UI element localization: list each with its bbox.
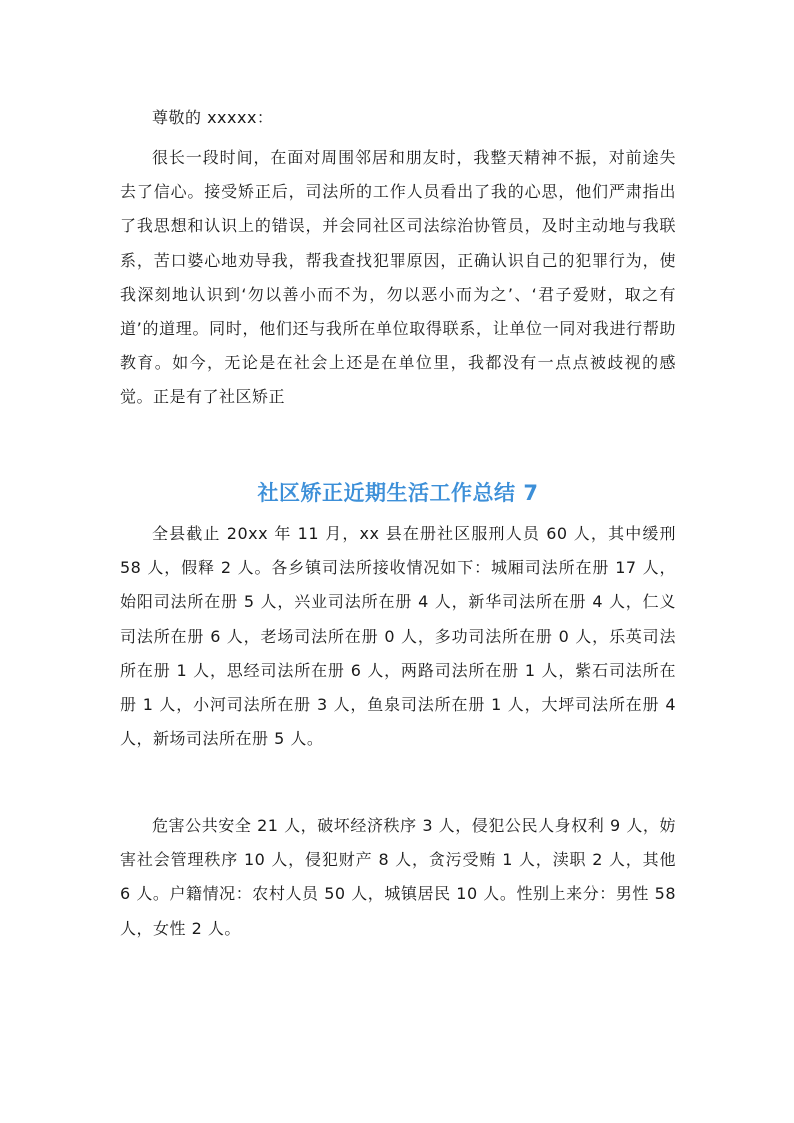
intro-paragraph: 很长一段时间，在面对周围邻居和朋友时，我整天精神不振，对前途失去了信心。接受矫正后，司法所的工作人员看出了我的心思，他们严肃指出了我思想和认识上的错误，并会同社区司法综治协管员，及时主动地与我联系，苦口婆心地劝导我，帮我查找犯罪原因，正确认识自己的犯罪行为，使我深刻地认识到‘勿以善小而不为，勿以恶小而为之’、‘君子爱财，取之有道’的道理。同时，他们还与我所在单位取得联系，让单位一同对我进行帮助教育。如今，无论是在社会上还是在单位里，我都没有一点点被歧视的感觉。正是有了社区矫正: [120, 148, 676, 407]
crimes-paragraph: 危害公共安全 21 人，破坏经济秩序 3 人，侵犯公民人身权利 9 人，妨害社会管理秩序 10 人，侵犯财产 8 人，贪污受贿 1 人，渎职 2 人，其他 6 人。户籍情况：农村人员 50 人，城镇居民 10 人。性别上来分：男性 58 人，女性 2 人。: [120, 816, 676, 938]
salutation: 尊敬的 xxxxx：: [152, 108, 274, 127]
section-title: 社区矫正近期生活工作总结 7: [257, 481, 539, 505]
stats-paragraph: 全县截止 20xx 年 11 月，xx 县在册社区服刑人员 60 人，其中缓刑 58 人，假释 2 人。各乡镇司法所接收情况如下：城厢司法所在册 17 人，始阳司法所在册 5 人，兴业司法所在册 4 人，新华司法所在册 4 人，仁义司法所在册 6 人，老场司法所在册 0 人，多功司法所在册 0 人，乐英司法所在册 1 人，思经司法所在册 6 人，两路司法所在册 1 人，紫石司法所在册 1 人，小河司法所在册 3 人，鱼泉司法所在册 1 人，大坪司法所在册 4 人，新场司法所在册 5 人。: [120, 524, 676, 749]
